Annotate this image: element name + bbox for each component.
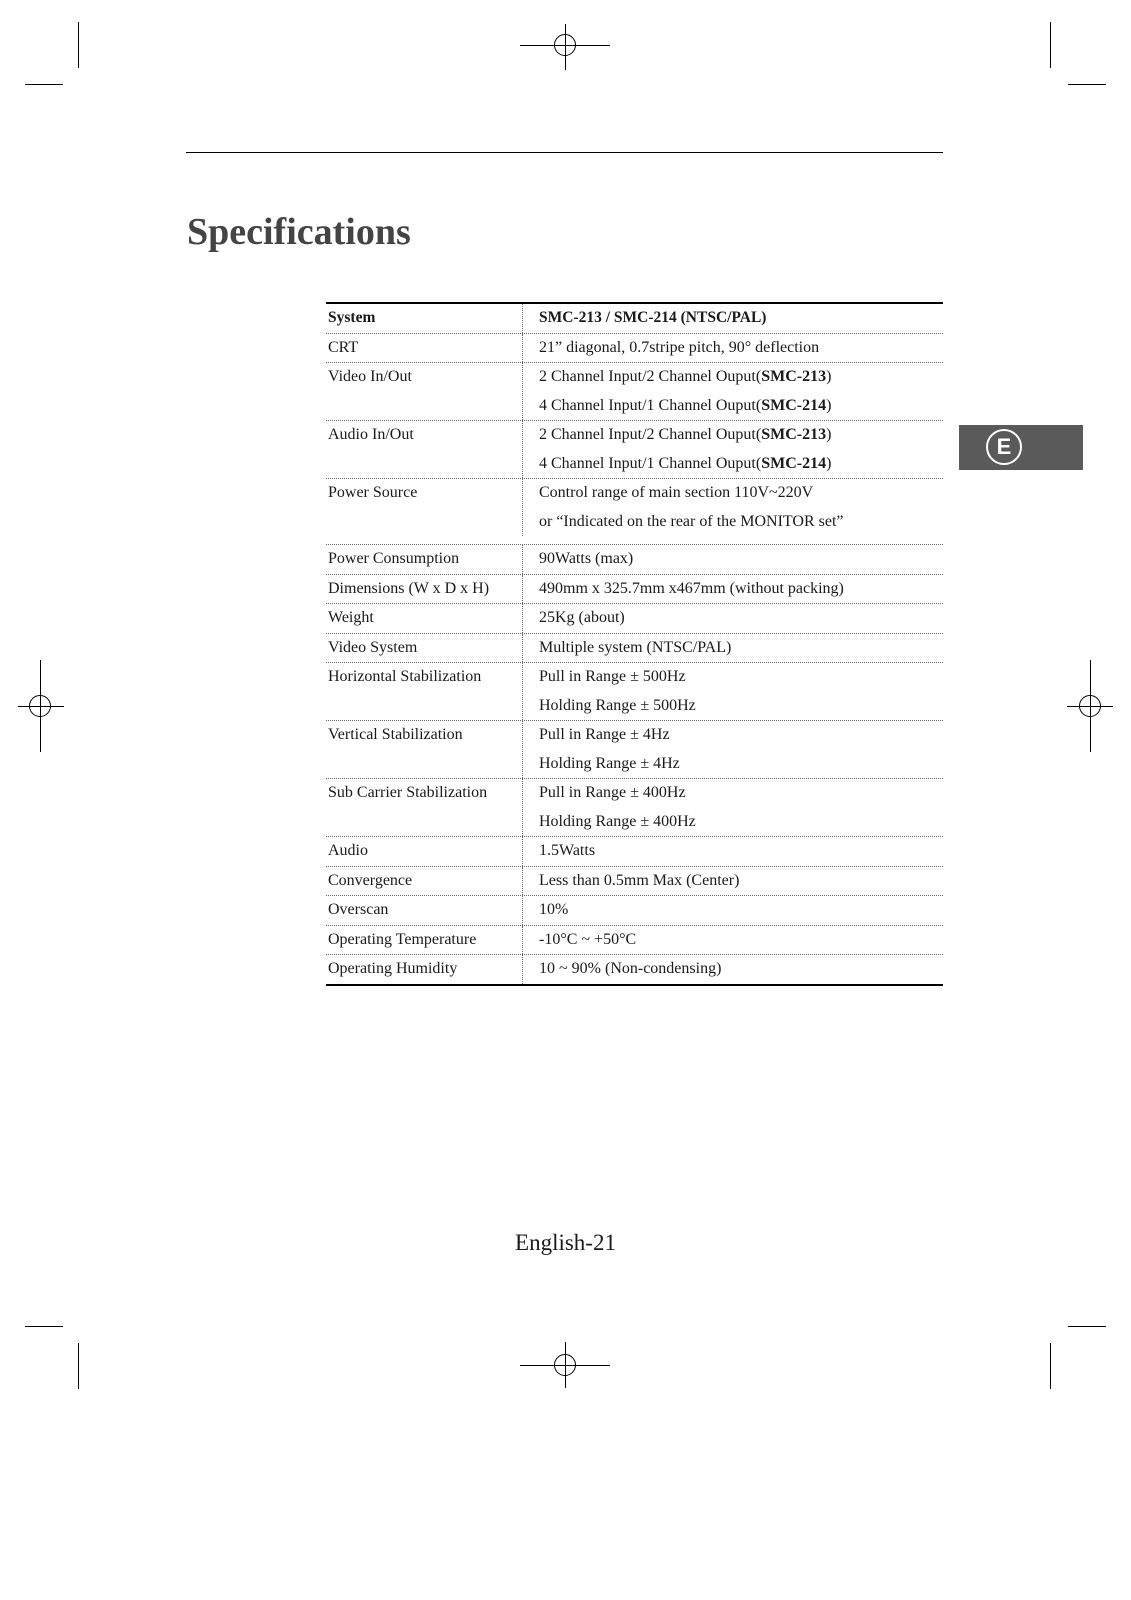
spec-label: Convergence — [328, 871, 413, 889]
spec-label: Video In/Out — [328, 368, 412, 385]
spec-value: or “Indicated on the rear of the MONITOR set” — [539, 512, 844, 530]
spec-label: Audio — [328, 842, 368, 859]
table-row — [326, 634, 943, 664]
spec-value — [539, 450, 943, 479]
spec-value: Multiple system (NTSC/PAL) — [539, 638, 732, 656]
spec-value-suffix: ) — [826, 396, 832, 414]
table-row — [326, 363, 943, 421]
model-name: SMC-213 — [761, 368, 827, 385]
page-title: Specifications — [187, 211, 411, 253]
spec-value: 21” diagonal, 0.7stripe pitch, 90° deflection — [539, 338, 820, 356]
table-row — [326, 926, 943, 956]
table-row — [326, 421, 943, 479]
spec-label: Horizontal Stabilization — [328, 668, 482, 685]
table-row — [326, 955, 943, 984]
crop-mark — [1050, 1343, 1051, 1389]
table-row — [326, 545, 943, 575]
crop-mark — [78, 22, 79, 68]
spec-value: Holding Range ± 500Hz — [539, 696, 696, 714]
spec-value: Holding Range ± 4Hz — [539, 754, 680, 772]
table-header-row — [326, 304, 943, 334]
registration-mark — [554, 1354, 576, 1376]
spec-value: 90Watts (max) — [539, 550, 634, 567]
spec-value: 10% — [539, 901, 569, 918]
page-footer: English-21 — [515, 1230, 616, 1255]
spec-value: Pull in Range ± 500Hz — [539, 668, 686, 685]
crop-mark — [1068, 84, 1106, 85]
table-row — [326, 837, 943, 867]
language-tab-badge: E — [986, 429, 1022, 465]
spec-value: 490mm x 325.7mm x467mm (without packing) — [539, 579, 844, 597]
spec-value — [539, 421, 943, 450]
spec-value-suffix: ) — [826, 426, 832, 443]
spec-value: Pull in Range ± 4Hz — [539, 726, 670, 743]
spec-label: Weight — [328, 609, 374, 626]
crop-mark — [1068, 1326, 1106, 1327]
table-row — [326, 779, 943, 837]
spec-label: Video System — [328, 638, 418, 656]
table-row — [326, 867, 943, 897]
table-row — [326, 604, 943, 634]
spec-value-suffix: ) — [826, 368, 832, 385]
table-row — [326, 663, 943, 721]
spec-label: CRT — [328, 338, 359, 356]
spec-value: Holding Range ± 400Hz — [539, 812, 696, 830]
spec-value: 1.5Watts — [539, 842, 596, 859]
header-label: System — [328, 309, 376, 326]
table-row — [326, 896, 943, 926]
crop-mark — [25, 1326, 63, 1327]
spec-value — [539, 363, 943, 392]
spec-label: Overscan — [328, 901, 389, 918]
specifications-table — [326, 302, 943, 986]
table-row — [326, 334, 943, 364]
spec-value — [539, 392, 943, 421]
spec-value-text: 2 Channel Input/2 Channel Ouput( — [539, 368, 762, 385]
table-row — [326, 721, 943, 779]
spec-label: Vertical Stabilization — [328, 726, 463, 743]
spec-label: Operating Humidity — [328, 960, 458, 977]
registration-mark — [29, 695, 51, 717]
model-name: SMC-214 — [761, 454, 827, 472]
registration-mark — [554, 34, 576, 56]
language-tab — [959, 425, 1083, 470]
spec-label: Audio In/Out — [328, 426, 414, 443]
spec-value-suffix: ) — [826, 454, 832, 472]
spec-label: Power Source — [328, 484, 418, 501]
registration-mark — [1079, 695, 1101, 717]
spec-label: Power Consumption — [328, 550, 460, 567]
spec-label: Sub Carrier Stabilization — [328, 784, 488, 801]
spec-value: 10 ~ 90% (Non-condensing) — [539, 960, 722, 977]
crop-mark — [1050, 22, 1051, 68]
spec-value: Control range of main section 110V~220V — [539, 484, 814, 501]
table-row — [326, 575, 943, 605]
crop-mark — [78, 1343, 79, 1389]
model-name: SMC-213 — [761, 426, 827, 443]
header-rule — [186, 152, 943, 153]
spec-value-text: 2 Channel Input/2 Channel Ouput( — [539, 426, 762, 443]
spec-value: 25Kg (about) — [539, 609, 625, 626]
spec-label: Operating Temperature — [328, 930, 477, 948]
table-row — [326, 479, 943, 545]
spec-value: Pull in Range ± 400Hz — [539, 784, 686, 801]
spec-value: Less than 0.5mm Max (Center) — [539, 871, 740, 889]
spec-value-text: 4 Channel Input/1 Channel Ouput( — [539, 396, 762, 414]
crop-mark — [25, 84, 63, 85]
spec-label: Dimensions (W x D x H) — [328, 579, 490, 597]
spec-value-text: 4 Channel Input/1 Channel Ouput( — [539, 454, 762, 472]
spec-value: -10°C ~ +50°C — [539, 930, 637, 948]
header-value: SMC-213 / SMC-214 (NTSC/PAL) — [539, 309, 767, 326]
model-name: SMC-214 — [761, 396, 827, 414]
